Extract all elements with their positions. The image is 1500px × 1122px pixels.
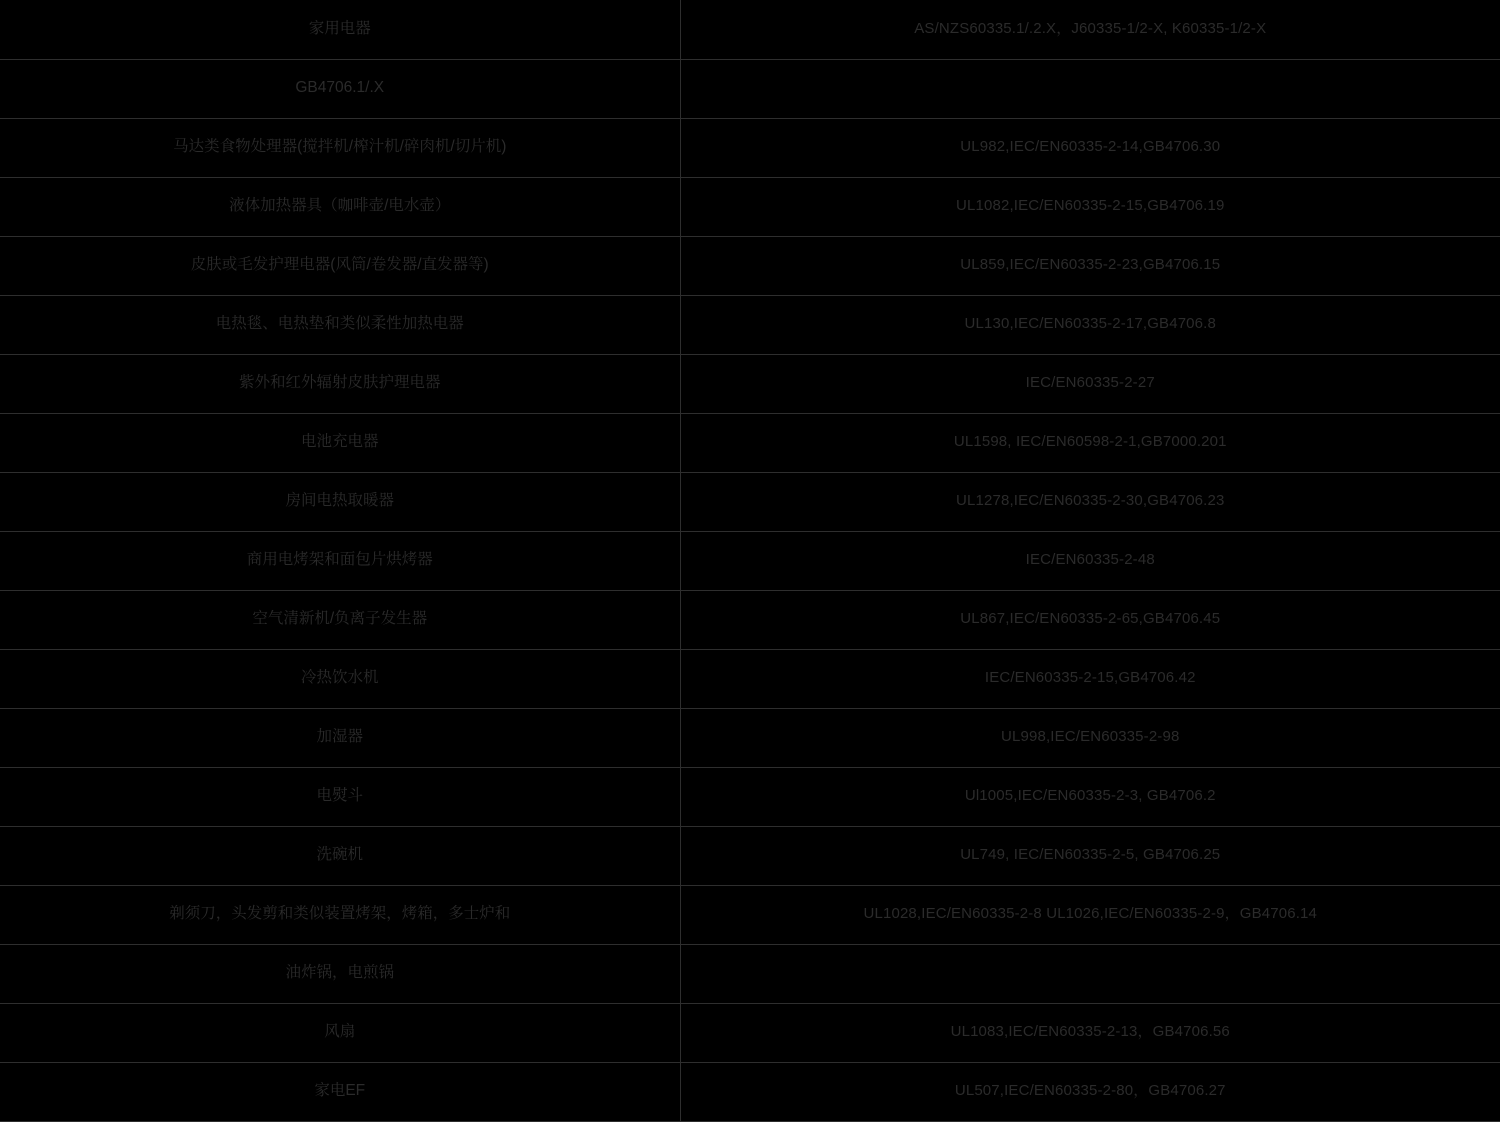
standard-code-cell: UL982,IEC/EN60335-2-14,GB4706.30 (680, 118, 1500, 177)
standard-code-cell: Ul1005,IEC/EN60335-2-3, GB4706.2 (680, 767, 1500, 826)
table-row (0, 531, 1500, 590)
product-category-cell: 马达类食物处理器(搅拌机/榨汁机/碎肉机/切片机) (0, 118, 680, 177)
standard-code-cell (680, 944, 1500, 1003)
table-row (0, 413, 1500, 472)
product-category-cell: 风扇 (0, 1003, 680, 1062)
product-category-cell: 商用电烤架和面包片烘烤器 (0, 531, 680, 590)
product-category-cell: GB4706.1/.X (0, 59, 680, 118)
standard-code-cell: AS/NZS60335.1/.2.X，J60335-1/2-X, K60335-1/2-X (680, 0, 1500, 59)
table-row (0, 236, 1500, 295)
standard-code-cell: UL1082,IEC/EN60335-2-15,GB4706.19 (680, 177, 1500, 236)
product-category-cell: 紫外和红外辐射皮肤护理电器 (0, 354, 680, 413)
table-row (0, 826, 1500, 885)
standard-code-cell: UL1028,IEC/EN60335-2-8 UL1026,IEC/EN60335-2-9，GB4706.14 (680, 885, 1500, 944)
table-row (0, 118, 1500, 177)
table-row (0, 1062, 1500, 1121)
product-category-cell: 空气清新机/负离子发生器 (0, 590, 680, 649)
standard-code-cell: UL859,IEC/EN60335-2-23,GB4706.15 (680, 236, 1500, 295)
table-row (0, 59, 1500, 118)
product-category-cell: 电热毯、电热垫和类似柔性加热电器 (0, 295, 680, 354)
standard-code-cell: UL507,IEC/EN60335-2-80，GB4706.27 (680, 1062, 1500, 1121)
table-row (0, 590, 1500, 649)
product-category-cell: 冷热饮水机 (0, 649, 680, 708)
product-category-cell: 家电EF (0, 1062, 680, 1121)
standard-code-cell (680, 59, 1500, 118)
table-row (0, 944, 1500, 1003)
product-category-cell: 液体加热器具（咖啡壶/电水壶） (0, 177, 680, 236)
product-category-cell: 加湿器 (0, 708, 680, 767)
standard-code-cell: UL1278,IEC/EN60335-2-30,GB4706.23 (680, 472, 1500, 531)
product-category-cell: 皮肤或毛发护理电器(风筒/卷发器/直发器等) (0, 236, 680, 295)
standard-code-cell: UL749, IEC/EN60335-2-5, GB4706.25 (680, 826, 1500, 885)
standard-code-cell: IEC/EN60335-2-15,GB4706.42 (680, 649, 1500, 708)
standard-code-cell: UL867,IEC/EN60335-2-65,GB4706.45 (680, 590, 1500, 649)
standard-code-cell: UL1598, IEC/EN60598-2-1,GB7000.201 (680, 413, 1500, 472)
table-row (0, 354, 1500, 413)
product-category-cell: 电池充电器 (0, 413, 680, 472)
table-row (0, 649, 1500, 708)
product-category-cell: 洗碗机 (0, 826, 680, 885)
product-category-cell: 电熨斗 (0, 767, 680, 826)
table-row (0, 1003, 1500, 1062)
product-category-cell: 房间电热取暖器 (0, 472, 680, 531)
table-row (0, 177, 1500, 236)
product-category-cell: 家用电器 (0, 0, 680, 59)
table-row (0, 472, 1500, 531)
product-category-cell: 油炸锅，电煎锅 (0, 944, 680, 1003)
product-category-cell: 剃须刀，头发剪和类似装置烤架，烤箱，多士炉和 (0, 885, 680, 944)
table-row (0, 767, 1500, 826)
table-row (0, 0, 1500, 59)
standard-code-cell: UL1083,IEC/EN60335-2-13，GB4706.56 (680, 1003, 1500, 1062)
table-row (0, 885, 1500, 944)
table-row (0, 708, 1500, 767)
standard-code-cell: UL998,IEC/EN60335-2-98 (680, 708, 1500, 767)
standard-code-cell: UL130,IEC/EN60335-2-17,GB4706.8 (680, 295, 1500, 354)
table-row (0, 295, 1500, 354)
standard-code-cell: IEC/EN60335-2-27 (680, 354, 1500, 413)
standard-code-cell: IEC/EN60335-2-48 (680, 531, 1500, 590)
